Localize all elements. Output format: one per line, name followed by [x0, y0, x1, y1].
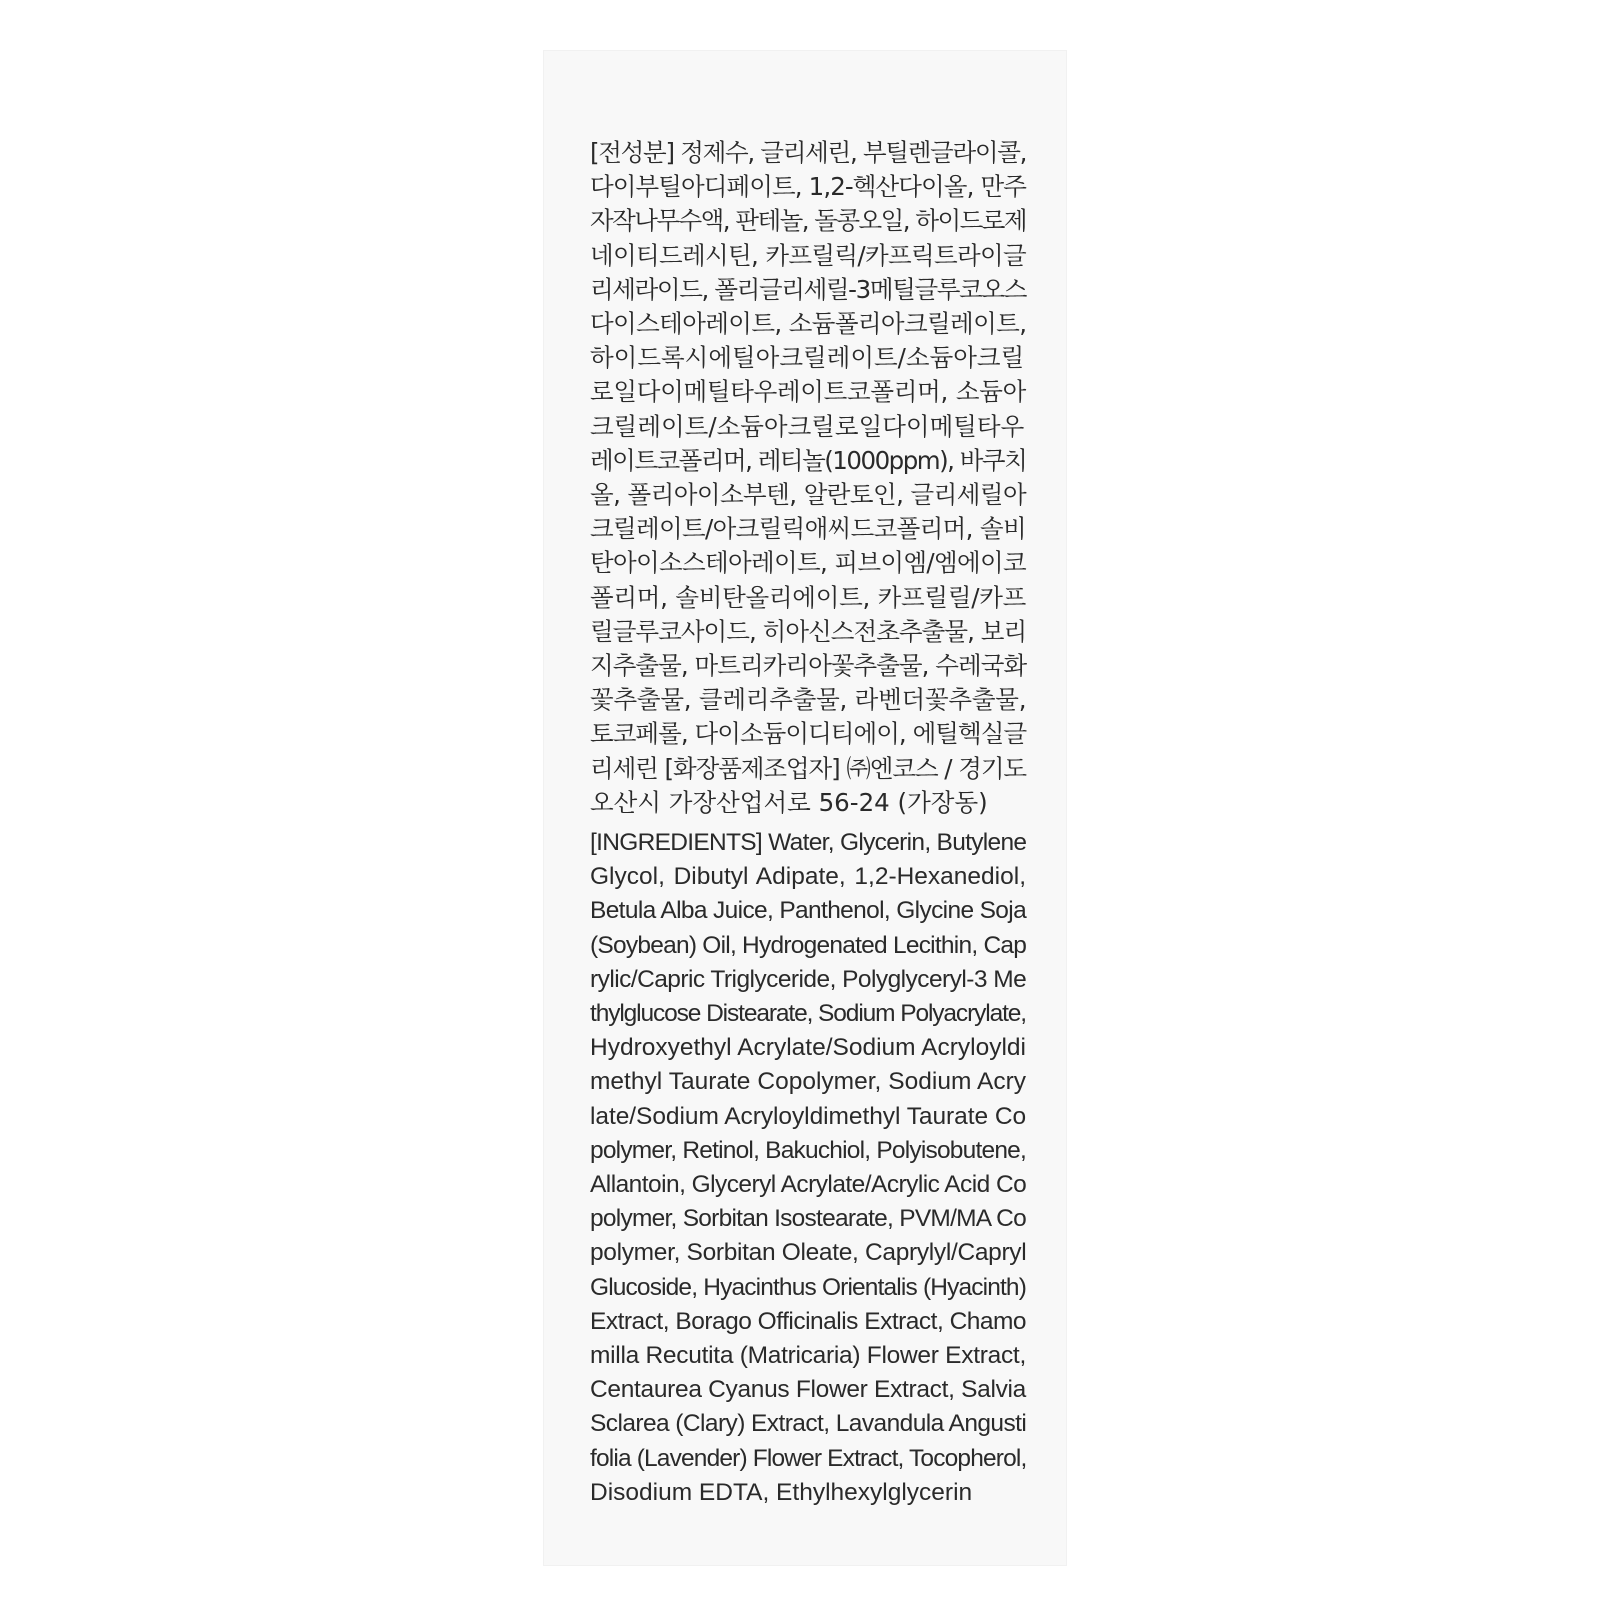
- korean-ingredient-line: 꽃추출물, 클레리추출물, 라벤더꽃추출물,: [590, 685, 1027, 715]
- korean-ingredient-line: 크릴레이트/아크릴릭애씨드코폴리머, 솔비: [590, 514, 1026, 544]
- korean-ingredient-line: 하이드록시에틸아크릴레이트/소듐아크릴: [590, 343, 1025, 373]
- korean-ingredients-block: [590, 136, 1026, 820]
- english-ingredient-line: (Soybean) Oil, Hydrogenated Lecithin, Cap: [590, 931, 1027, 959]
- english-ingredient-line: thylglucose Distearate, Sodium Polyacrylate,: [590, 1000, 1026, 1028]
- english-ingredient-line: Extract, Borago Officinalis Extract, Chamo: [590, 1307, 1027, 1335]
- english-ingredient-line: Glucoside, Hyacinthus Orientalis (Hyacinth): [590, 1273, 1026, 1301]
- korean-ingredient-line: 오산시 가장산업서로 56-24 (가장동): [590, 787, 988, 817]
- english-ingredient-line: rylic/Capric Triglyceride, Polyglyceryl-3 Me: [590, 965, 1027, 993]
- korean-ingredient-line: 네이티드레시틴, 카프릴릭/카프릭트라이글: [590, 240, 1026, 270]
- english-ingredient-line: Glycol, Dibutyl Adipate, 1,2-Hexanediol,: [590, 863, 1026, 891]
- english-ingredient-line: milla Recutita (Matricaria) Flower Extract,: [590, 1342, 1026, 1370]
- korean-ingredient-line: 탄아이소스테아레이트, 피브이엠/엠에이코: [590, 548, 1026, 578]
- korean-ingredient-line: 레이트코폴리머, 레티놀(1000ppm), 바쿠치: [590, 445, 1027, 475]
- korean-ingredient-line: 다이부틸아디페이트, 1,2-헥산다이올, 만주: [590, 172, 1026, 202]
- korean-ingredient-line: 크릴레이트/소듐아크릴로일다이메틸타우: [590, 411, 1025, 441]
- english-ingredient-line: polymer, Sorbitan Oleate, Caprylyl/Capryl: [590, 1239, 1027, 1267]
- english-ingredient-line: Betula Alba Juice, Panthenol, Glycine Soja: [590, 897, 1027, 925]
- english-ingredient-line: Centaurea Cyanus Flower Extract, Salvia: [590, 1376, 1026, 1404]
- korean-ingredient-line: 지추출물, 마트리카리아꽃추출물, 수레국화: [590, 651, 1027, 681]
- korean-ingredient-line: 릴글루코사이드, 히아신스전초추출물, 보리: [590, 616, 1027, 646]
- english-ingredient-line: Hydroxyethyl Acrylate/Sodium Acryloyldi: [590, 1034, 1026, 1062]
- korean-ingredient-line: 올, 폴리아이소부텐, 알란토인, 글리세릴아: [590, 480, 1027, 510]
- korean-ingredient-line: 토코페롤, 다이소듐이디티에이, 에틸헥실글: [590, 719, 1027, 749]
- korean-ingredient-line: 다이스테아레이트, 소듐폴리아크릴레이트,: [590, 309, 1027, 339]
- english-ingredient-line: Sclarea (Clary) Extract, Lavandula Angusti: [590, 1410, 1027, 1438]
- korean-ingredient-line: 자작나무수액, 판테놀, 돌콩오일, 하이드로제: [590, 206, 1026, 236]
- english-ingredient-line: [INGREDIENTS] Water, Glycerin, Butylene: [590, 829, 1027, 856]
- english-ingredient-line: Allantoin, Glyceryl Acrylate/Acrylic Acid Co: [590, 1171, 1027, 1199]
- english-ingredient-line: methyl Taurate Copolymer, Sodium Acry: [590, 1068, 1026, 1096]
- korean-ingredient-line: 로일다이메틸타우레이트코폴리머, 소듐아: [590, 377, 1026, 407]
- english-ingredient-line: late/Sodium Acryloyldimethyl Taurate Co: [590, 1102, 1027, 1130]
- korean-ingredient-line: 리세린 [화장품제조업자] ㈜엔코스 / 경기도: [590, 753, 1026, 783]
- korean-ingredient-line: 리세라이드, 폴리글리세릴-3메틸글루코오스: [590, 274, 1027, 304]
- korean-ingredient-line: [전성분] 정제수, 글리세린, 부틸렌글라이콜,: [590, 138, 1027, 167]
- english-ingredient-line: Disodium EDTA, Ethylhexylglycerin: [590, 1478, 973, 1506]
- korean-ingredient-line: 폴리머, 솔비탄올리에이트, 카프릴릴/카프: [590, 582, 1026, 612]
- english-ingredient-line: polymer, Sorbitan Isostearate, PVM/MA Co: [590, 1205, 1026, 1233]
- english-ingredient-line: folia (Lavender) Flower Extract, Tocopherol,: [590, 1444, 1027, 1472]
- english-ingredient-line: polymer, Retinol, Bakuchiol, Polyisobutene,: [590, 1136, 1026, 1164]
- english-ingredients-block: [590, 826, 1026, 1510]
